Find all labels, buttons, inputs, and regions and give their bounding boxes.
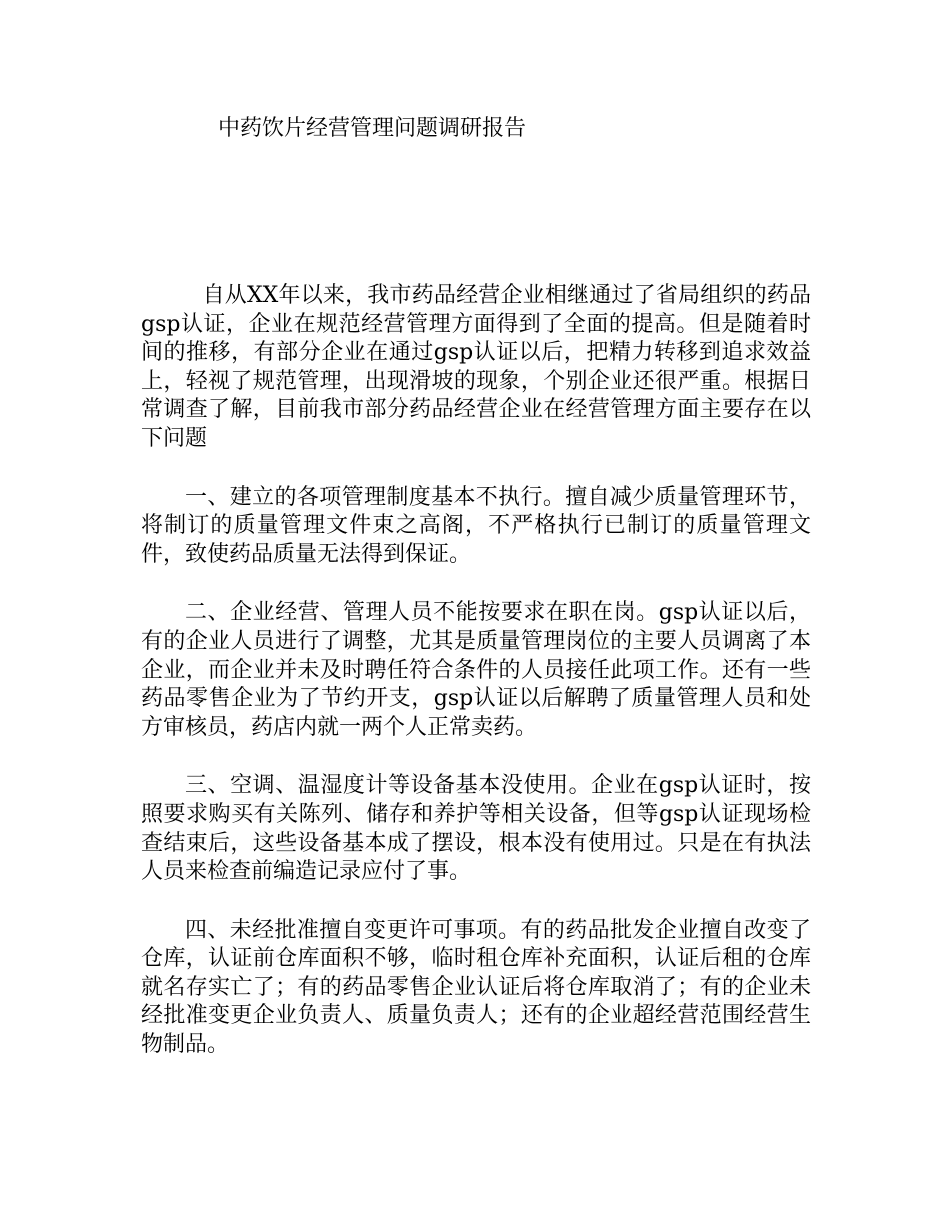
- paragraph-issue-3: 三、空调、温湿度计等设备基本没使用。企业在gsp认证时，按照要求购买有关陈列、储存和养护等相关设备，但等gsp认证现场检查结束后，这些设备基本成了摆设，根本没有使用过。只是在有执法人员来检查前编造记录应付了事。: [141, 773, 811, 885]
- paragraph-intro: 自从XX年以来，我市药品经营企业相继通过了省局组织的药品gsp认证，企业在规范经营管理方面得到了全面的提高。但是随着时间的推移，有部分企业在通过gsp认证以后，把精力转移到追求效益上，轻视了规范管理，出现滑坡的现象，个别企业还很严重。根据日常调查了解，目前我市部分药品经营企业在经营管理方面主要存在以下问题: [141, 283, 811, 451]
- paragraph-issue-1: 一、建立的各项管理制度基本不执行。擅自减少质量管理环节，将制订的质量管理文件束之高阁，不严格执行已制订的质量管理文件，致使药品质量无法得到保证。: [141, 484, 811, 567]
- paragraph-issue-4: 四、未经批准擅自变更许可事项。有的药品批发企业擅自改变了仓库，认证前仓库面积不够，临时租仓库补充面积，认证后租的仓库就名存实亡了；有的药品零售企业认证后将仓库取消了；有的企业未经批准变更企业负责人、质量负责人；还有的企业超经营范围经营生物制品。: [141, 917, 811, 1058]
- document-body: [141, 282, 811, 1090]
- document-title: 中药饮片经营管理问题调研报告: [218, 116, 527, 141]
- paragraph-issue-2: 二、企业经营、管理人员不能按要求在职在岗。gsp认证以后，有的企业人员进行了调整，尤其是质量管理岗位的主要人员调离了本企业，而企业并未及时聘任符合条件的人员接任此项工作。还有一些药品零售企业为了节约开支，gsp认证以后解聘了质量管理人员和处方审核员，药店内就一两个人正常卖药。: [141, 600, 811, 740]
